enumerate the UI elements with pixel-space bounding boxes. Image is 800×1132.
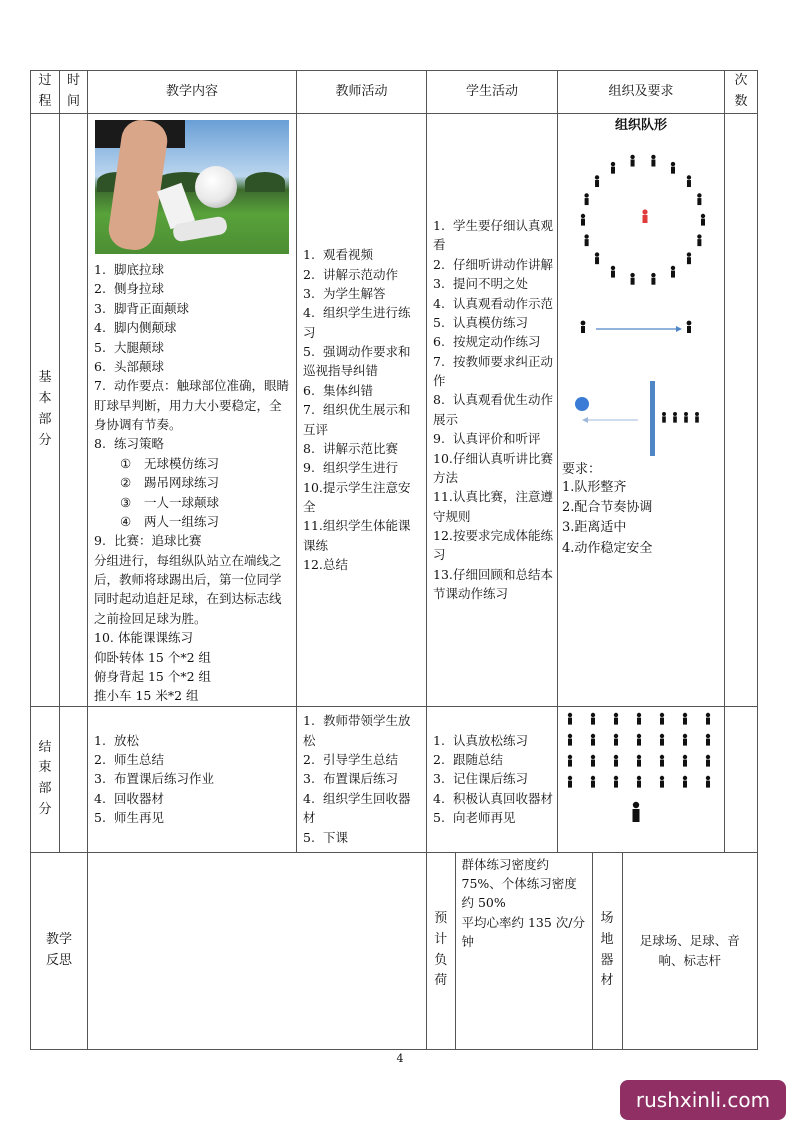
requirements-list — [558, 478, 724, 559]
strategy-item: ② 踢吊网球练习 — [120, 475, 219, 491]
end-content-cell — [88, 706, 297, 852]
requirement-item: 2.配合节奏协调 — [562, 500, 653, 516]
student-figure — [614, 775, 618, 787]
student-figure — [660, 733, 664, 745]
basic-content-list — [88, 260, 296, 551]
basic-teacher-list — [297, 245, 426, 574]
student-figure — [637, 712, 641, 724]
load-venue-table — [427, 853, 757, 1049]
student-figure — [630, 155, 634, 167]
teacher-marker — [642, 210, 647, 224]
list-item: 2. 仔细听讲动作讲解 — [433, 256, 554, 272]
end-content-list — [88, 731, 296, 828]
list-item: 5. 强调动作要求和巡视指导纠错 — [303, 344, 411, 379]
list-item: 5. 下课 — [303, 829, 349, 845]
reflect-label-cell — [31, 852, 88, 1049]
marker-pole — [650, 381, 655, 456]
student-figure — [660, 754, 664, 766]
end-student-list — [427, 731, 557, 828]
list-item: 6. 集体纠错 — [303, 382, 374, 398]
watermark: rushxinli.com — [620, 1080, 786, 1120]
student-figure — [671, 266, 675, 278]
list-item: 1. 学生要仔细认真观看 — [433, 218, 554, 253]
student-figure — [614, 733, 618, 745]
list-item: 10.提示学生注意安全 — [303, 479, 411, 514]
requirement-item: 3.距离适中 — [562, 520, 627, 536]
list-item: 8. 练习策略 — [94, 436, 165, 452]
list-item: 2. 跟随总结 — [433, 752, 504, 768]
student-figure — [591, 754, 595, 766]
fitness-item: 仰卧转体 15 个*2 组 — [94, 649, 212, 665]
list-item: 1. 观看视频 — [303, 247, 374, 263]
student-figure — [568, 733, 572, 745]
load-label: 预计负荷 — [434, 911, 448, 989]
list-item: 8. 认真观看优生动作展示 — [433, 392, 554, 427]
student-figure — [701, 214, 705, 226]
student-figure — [568, 712, 572, 724]
student-figure — [591, 712, 595, 724]
heart-text: 平均心率约 135 次/分钟 — [461, 914, 586, 950]
student-figure — [687, 175, 691, 187]
fitness-item: 推小车 15 米*2 组 — [94, 688, 199, 704]
list-item: 3. 脚背正面颠球 — [94, 300, 190, 316]
list-item: 4. 积极认真回收器材 — [433, 790, 554, 806]
student-figure — [706, 775, 710, 787]
requirements — [558, 460, 732, 480]
venue-text-cell — [622, 853, 757, 1049]
student-figure — [687, 253, 691, 265]
header-row — [31, 71, 758, 114]
list-item: 3. 为学生解答 — [303, 285, 386, 301]
list-item: 5. 向老师再见 — [433, 810, 516, 826]
page-number: 4 — [396, 1052, 404, 1065]
student-figure — [595, 175, 599, 187]
student-figure — [660, 712, 664, 724]
requirement-item: 1.队形整齐 — [562, 480, 627, 496]
list-item: 1. 教师带领学生放松 — [303, 713, 411, 748]
student-figure — [683, 712, 687, 724]
list-item: 6. 按规定动作练习 — [433, 334, 541, 350]
basic-student-list — [427, 216, 557, 604]
venue-text: 足球场、足球、音响、标志杆 — [639, 933, 740, 968]
football-photo — [95, 120, 289, 254]
reflect-content-cell — [88, 852, 427, 1049]
basic-time-cell — [60, 114, 88, 707]
list-item: 12.按要求完成体能练习 — [433, 528, 554, 563]
list-item: 4. 回收器材 — [94, 790, 165, 806]
chase-game — [575, 381, 699, 456]
list-item: 1. 放松 — [94, 732, 140, 748]
basic-content-cell — [88, 114, 297, 707]
list-item: 1. 脚底拉球 — [94, 262, 165, 277]
load-text-cell — [455, 853, 592, 1049]
list-item: 2. 讲解示范动作 — [303, 266, 399, 282]
header-process: 过程 — [31, 71, 60, 114]
list-item: 2. 侧身拉球 — [94, 281, 165, 297]
student-figure — [660, 775, 664, 787]
end-time-cell — [60, 706, 88, 852]
header-content: 教学内容 — [88, 71, 297, 114]
student-figure — [706, 733, 710, 745]
list-item: 9. 比赛：追球比赛 — [94, 533, 202, 549]
student-figure — [662, 412, 666, 423]
list-item: 3. 布置课后练习作业 — [94, 771, 215, 787]
end-formation-svg — [558, 707, 724, 837]
list-item: 13.仔细回顾和总结本节课动作练习 — [433, 566, 554, 602]
student-figure — [671, 162, 675, 174]
strategy-item: ① 无球模仿练习 — [120, 455, 219, 471]
end-teacher-list — [297, 711, 426, 847]
list-item: 3. 提问不明之处 — [433, 276, 529, 292]
header-count: 次数 — [725, 71, 758, 114]
list-item: 12.总结 — [303, 557, 349, 573]
list-item: 4. 组织学生进行练习 — [303, 305, 411, 340]
end-org-cell — [558, 706, 725, 852]
lesson-plan-table — [30, 70, 758, 1050]
student-figure — [683, 754, 687, 766]
student-figure — [684, 412, 688, 423]
strategy-item: ④ 两人一组练习 — [120, 513, 219, 529]
list-item: 5. 师生再见 — [94, 810, 165, 826]
pair-practice — [581, 321, 692, 333]
list-item: 9. 组织学生进行 — [303, 460, 399, 476]
list-item: 6. 头部颠球 — [94, 358, 165, 374]
header-student: 学生活动 — [427, 71, 558, 114]
student-figure — [697, 193, 701, 205]
list-item: 9. 认真评价和听评 — [433, 431, 541, 447]
list-item: 11.组织学生体能课课练 — [303, 518, 411, 553]
venue-label-cell — [592, 853, 622, 1049]
list-item: 7. 动作要点：触球部位准确，眼睛盯球早判断，用力大小要稳定，全身协调有节奏。 — [94, 378, 290, 432]
requirement-item: 4.动作稳定安全 — [562, 540, 653, 556]
end-teacher-cell — [297, 706, 427, 852]
student-figure — [706, 712, 710, 724]
student-figure — [630, 273, 634, 285]
basic-label-cell — [31, 114, 60, 707]
load-text: 群体练习密度约75%、个体练习密度约 50% — [461, 856, 577, 911]
list-item: 10.仔细认真听讲比赛方法 — [433, 450, 554, 485]
formation-svg — [558, 136, 724, 456]
org-title: 组织队形 — [614, 118, 667, 133]
list-item: 4. 组织学生回收器材 — [303, 790, 411, 826]
fitness-item: 俯身背起 15 个*2 组 — [94, 668, 212, 684]
student-figure — [614, 712, 618, 724]
header-time: 时间 — [60, 71, 88, 114]
student-figure — [581, 214, 585, 226]
list-item: 8. 讲解示范比赛 — [303, 440, 399, 456]
basic-teacher-cell — [297, 114, 427, 707]
venue-label: 场地器材 — [600, 911, 614, 989]
list-item: 3. 记住课后练习 — [433, 771, 529, 787]
student-figure — [637, 733, 641, 745]
student-figure — [637, 754, 641, 766]
student-figure — [673, 412, 677, 423]
list-item: 10. 体能课课练习 — [94, 630, 193, 646]
load-venue-cell — [427, 852, 758, 1049]
end-teacher-marker — [633, 801, 640, 821]
basic-count-cell — [725, 114, 758, 707]
list-item: 3. 布置课后练习 — [303, 771, 399, 787]
basic-student-cell — [427, 114, 558, 707]
end-label: 结束部分 — [38, 739, 52, 817]
lesson-plan-sheet — [30, 70, 757, 1050]
fitness-list — [88, 628, 296, 647]
reflect-label: 教学反思 — [45, 931, 72, 968]
reflect-row — [31, 852, 758, 1049]
student-figure — [614, 754, 618, 766]
match-description: 分组进行，每组纵队站立在端线之后，教师将球踢出后，第一位同学同时起动追赶足球，在到达标志线之前捡回足球为胜。 — [94, 552, 282, 626]
list-item: 11.认真比赛，注意遵守规则 — [433, 489, 554, 524]
header-org: 组织及要求 — [558, 71, 725, 114]
student-figure — [697, 234, 701, 246]
ball-icon — [575, 397, 589, 411]
header-teacher: 教师活动 — [297, 71, 427, 114]
end-label-cell — [31, 706, 60, 852]
formation-diagram — [558, 136, 724, 480]
basic-row — [31, 114, 758, 707]
list-item: 5. 大腿颠球 — [94, 339, 165, 355]
basic-org-cell — [558, 114, 725, 707]
student-figure — [695, 412, 699, 423]
student-figure — [637, 775, 641, 787]
student-figure — [651, 155, 655, 167]
end-student-cell — [427, 706, 558, 852]
list-item: 1. 认真放松练习 — [433, 732, 529, 748]
student-figure — [568, 775, 572, 787]
list-item: 7. 组织优生展示和互评 — [303, 402, 411, 437]
list-item: 4. 脚内侧颠球 — [94, 320, 177, 336]
student-figure — [706, 754, 710, 766]
strategy-item: ③ 一人一球颠球 — [120, 494, 219, 510]
student-figure — [595, 253, 599, 265]
load-label-cell — [427, 853, 455, 1049]
list-item: 4. 认真观看动作示范 — [433, 295, 554, 311]
student-figure — [683, 775, 687, 787]
req-title: 要求： — [562, 462, 602, 478]
student-figure — [683, 733, 687, 745]
list-item: 2. 师生总结 — [94, 752, 165, 768]
student-figure — [651, 273, 655, 285]
student-figure — [584, 234, 588, 246]
student-figure — [584, 193, 588, 205]
student-figure — [611, 266, 615, 278]
student-figure — [568, 754, 572, 766]
list-item: 7. 按教师要求纠正动作 — [433, 353, 554, 389]
end-count-cell — [725, 706, 758, 852]
student-figure — [591, 733, 595, 745]
list-item: 2. 引导学生总结 — [303, 752, 399, 768]
list-item: 5. 认真模仿练习 — [433, 314, 529, 330]
student-figure — [611, 162, 615, 174]
end-row — [31, 706, 758, 852]
basic-label: 基本部分 — [38, 370, 52, 448]
student-figure — [591, 775, 595, 787]
